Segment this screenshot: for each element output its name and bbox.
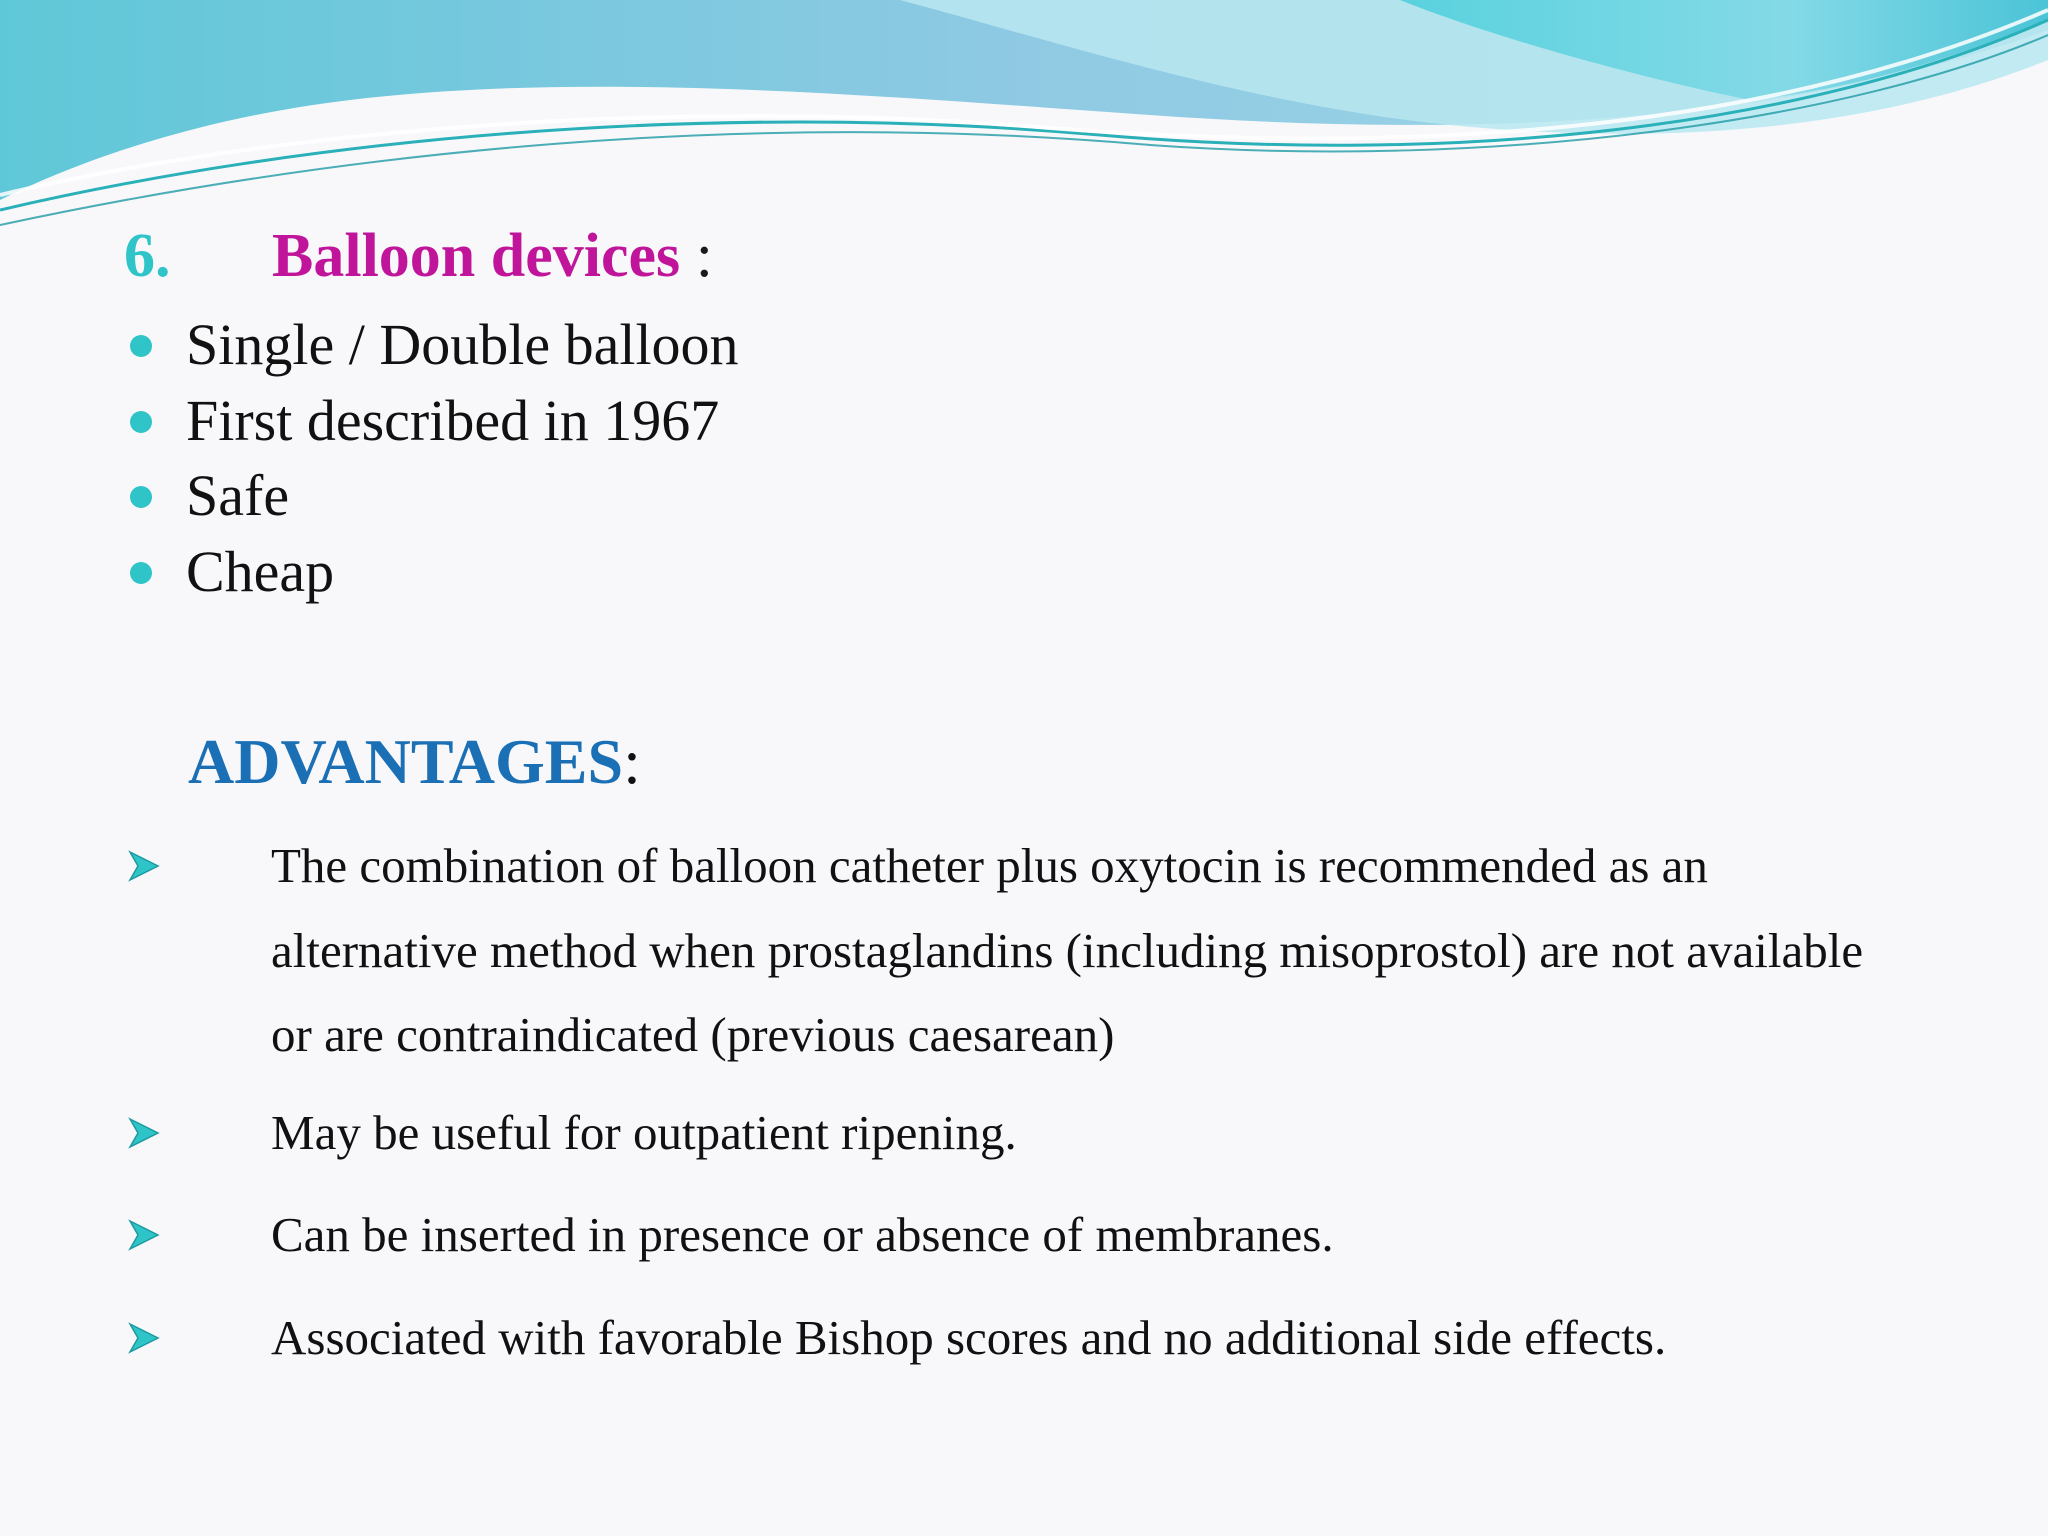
advantages-heading-text: ADVANTAGES bbox=[188, 726, 624, 797]
section-title: Balloon devices bbox=[272, 222, 681, 290]
list-item-text: Single / Double balloon bbox=[186, 312, 739, 377]
section-heading bbox=[124, 218, 713, 294]
advantage-text: Associated with favorable Bishop scores and no additional side effects. bbox=[271, 1310, 1667, 1365]
teal-dot-icon bbox=[130, 335, 152, 357]
advantage-text: Can be inserted in presence or absence of membranes. bbox=[271, 1207, 1334, 1262]
list-item bbox=[124, 458, 739, 534]
feature-bullet-list bbox=[124, 307, 739, 609]
section-title-colon: : bbox=[695, 222, 713, 290]
advantages-heading bbox=[188, 722, 641, 802]
list-item-text: Safe bbox=[186, 463, 290, 528]
list-item bbox=[124, 307, 739, 383]
list-item-text: Cheap bbox=[186, 538, 335, 604]
advantage-text: The combination of balloon catheter plus oxytocin is recommended as an alternative method when prostaglandins (including misoprostol) are not available or are contraindicated (previous caesarean) bbox=[271, 838, 1864, 1062]
teal-dot-icon bbox=[130, 486, 152, 508]
arrowhead-icon bbox=[126, 848, 162, 884]
advantage-text: May be useful for outpatient ripening. bbox=[271, 1105, 1017, 1160]
list-item bbox=[124, 534, 739, 610]
list-item-text: First described in 1967 bbox=[186, 387, 720, 453]
advantages-heading-colon: : bbox=[623, 726, 641, 797]
arrowhead-icon bbox=[126, 1115, 162, 1151]
section-number: 6. bbox=[124, 222, 171, 290]
list-item bbox=[124, 383, 739, 459]
arrowhead-icon bbox=[126, 1217, 162, 1253]
teal-dot-icon bbox=[130, 411, 152, 433]
teal-dot-icon bbox=[130, 562, 152, 584]
arrowhead-icon bbox=[126, 1320, 162, 1356]
